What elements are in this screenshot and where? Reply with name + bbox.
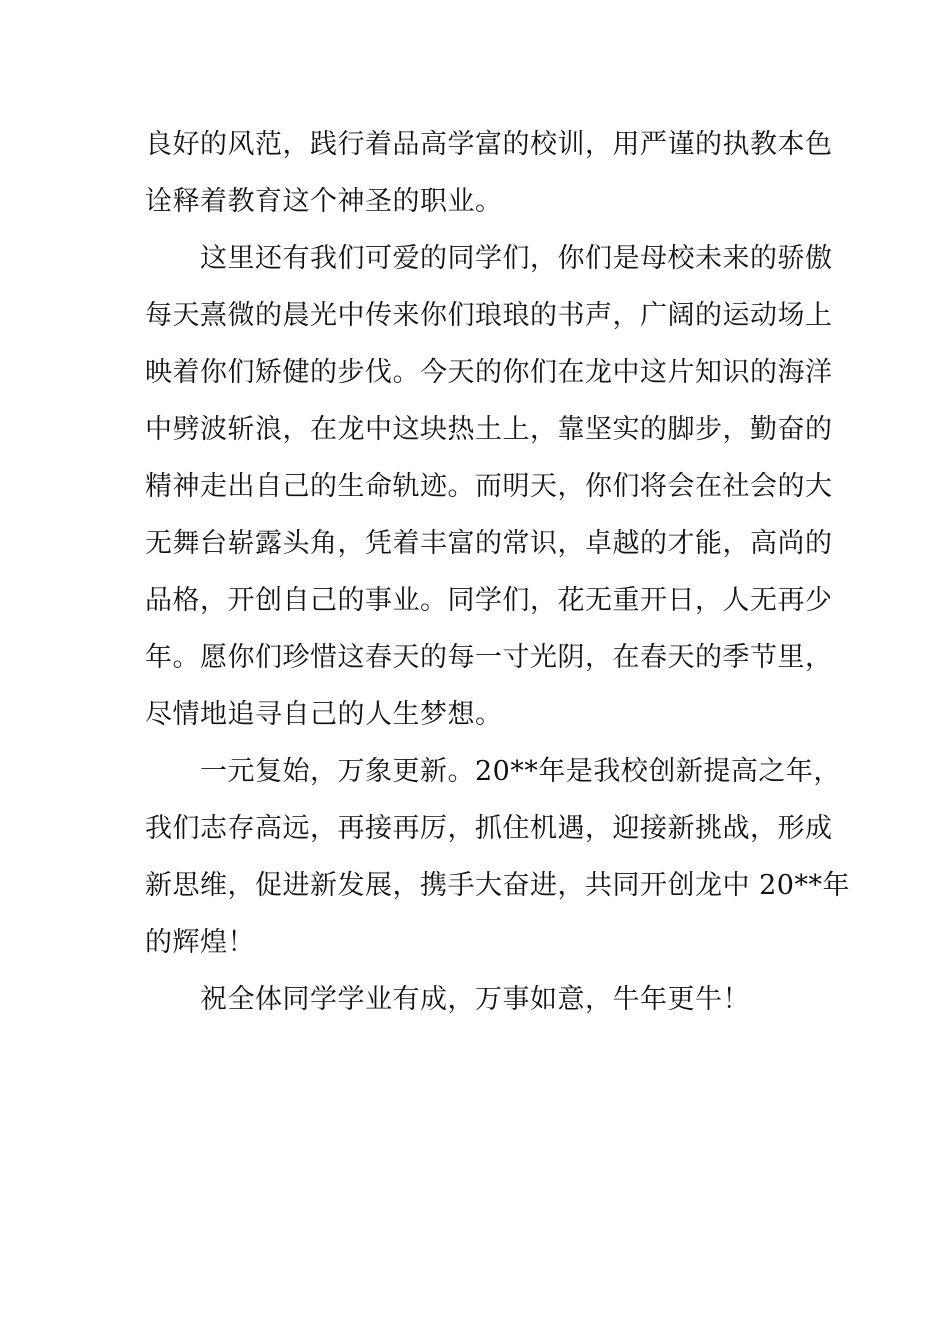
text-line: 年。愿你们珍惜这春天的每一寸光阴，在春天的季节里， <box>145 642 833 673</box>
text-line: 我们志存高远，再接再厉，抓住机遇，迎接新挑战，形成 <box>145 813 833 844</box>
text-line: 一元复始，万象更新。20**年是我校创新提高之年， <box>200 756 841 787</box>
text-line: 无舞台崭露头角，凭着丰富的常识，卓越的才能，高尚的 <box>145 528 833 559</box>
text-line: 良好的风范，践行着品高学富的校训，用严谨的执教本色 <box>145 129 833 160</box>
text-line: 尽情地追寻自己的人生梦想。 <box>145 699 503 730</box>
document-body <box>145 116 850 1028</box>
text-line: 品格，开创自己的事业。同学们，花无重开日，人无再少 <box>145 585 833 616</box>
text-line: 中劈波斩浪，在龙中这块热土上，靠坚实的脚步，勤奋的 <box>145 414 833 445</box>
text-line: 的辉煌！ <box>145 927 255 958</box>
text-line: 每天熹微的晨光中传来你们琅琅的书声，广阔的运动场上 <box>145 300 833 331</box>
text-line: 祝全体同学学业有成，万事如意，牛年更牛！ <box>200 984 750 1015</box>
text-line: 这里还有我们可爱的同学们，你们是母校未来的骄傲 <box>200 243 833 274</box>
text-line: 新思维，促进新发展，携手大奋进，共同开创龙中 20**年 <box>145 870 850 901</box>
text-line: 诠释着教育这个神圣的职业。 <box>145 186 503 217</box>
text-line: 映着你们矫健的步伐。今天的你们在龙中这片知识的海洋 <box>145 357 833 388</box>
text-line: 精神走出自己的生命轨迹。而明天，你们将会在社会的大 <box>145 471 833 502</box>
